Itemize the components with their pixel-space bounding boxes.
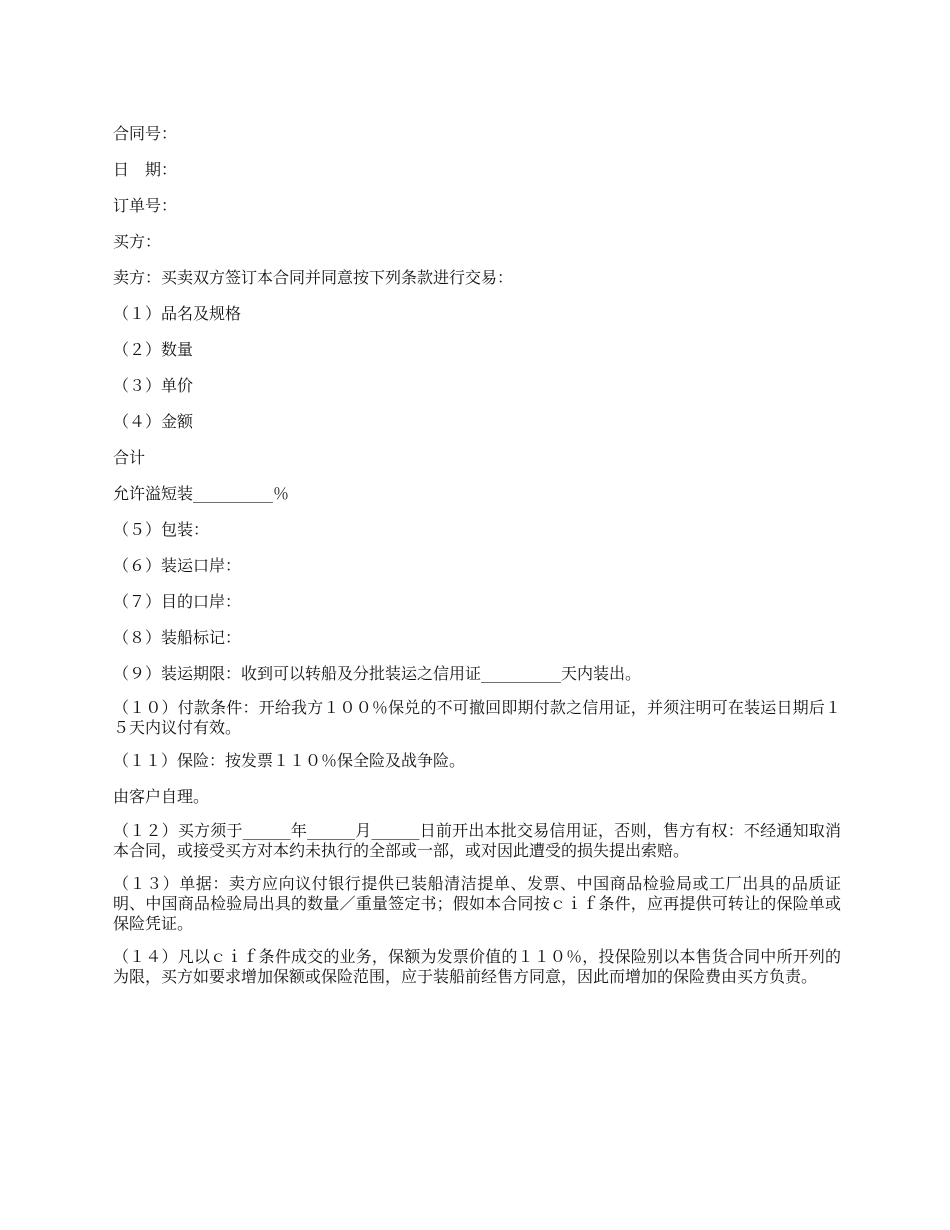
seller-label: 卖方：买卖双方签订本合同并同意按下列条款进行交易： bbox=[113, 268, 514, 287]
clause-5-packing: （５）包装： bbox=[113, 520, 210, 539]
contract-document bbox=[113, 124, 841, 1003]
customer-self-handle: 由客户自理。 bbox=[113, 787, 210, 806]
clause-10-payment-terms: （１０）付款条件：开给我方１００％保兑的不可撤回即期付款之信用证，并须注明可在装运日期后１５天内议付有效。 bbox=[113, 698, 841, 737]
contract-number-label: 合同号： bbox=[113, 124, 178, 143]
tolerance-line: 允许溢短装__________％ bbox=[113, 484, 290, 503]
clause-2-quantity: （２）数量 bbox=[113, 340, 194, 359]
clause-7-destination-port: （７）目的口岸： bbox=[113, 592, 242, 611]
clause-3-unit-price: （３）单价 bbox=[113, 376, 194, 395]
order-number-label: 订单号： bbox=[113, 196, 178, 215]
buyer-label: 买方： bbox=[113, 232, 162, 251]
clause-4-amount: （４）金额 bbox=[113, 412, 194, 431]
clause-8-shipping-marks: （８）装船标记： bbox=[113, 628, 242, 647]
clause-14-cif-insurance: （１４）凡以ｃｉｆ条件成交的业务，保额为发票价值的１１０％，投保险别以本售货合同中所开列的为限，买方如要求增加保额或保险范围，应于装船前经售方同意，因此而增加的保险费由买方负责。 bbox=[113, 947, 841, 986]
clause-9-shipment-period: （９）装运期限：收到可以转船及分批装运之信用证__________天内装出。 bbox=[113, 664, 642, 683]
total-label: 合计 bbox=[113, 448, 146, 467]
clause-13-documents: （１３）单据：卖方应向议付银行提供已装船清洁提单、发票、中国商品检验局或工厂出具的品质证明、中国商品检验局出具的数量／重量签定书；假如本合同按ｃｉｆ条件，应再提供可转让的保险单或保险凭证。 bbox=[113, 874, 841, 933]
clause-6-loading-port: （６）装运口岸： bbox=[113, 556, 242, 575]
clause-12-letter-of-credit: （１２）买方须于______年______月______日前开出本批交易信用证，否则，售方有权：不经通知取消本合同，或接受买方对本约未执行的全部或一部，或对因此遭受的损失提出索赔。 bbox=[113, 821, 841, 860]
clause-1-name-spec: （１）品名及规格 bbox=[113, 304, 242, 323]
date-label: 日 期： bbox=[113, 160, 178, 179]
clause-11-insurance: （１１）保险：按发票１１０％保全险及战争险。 bbox=[113, 751, 466, 770]
